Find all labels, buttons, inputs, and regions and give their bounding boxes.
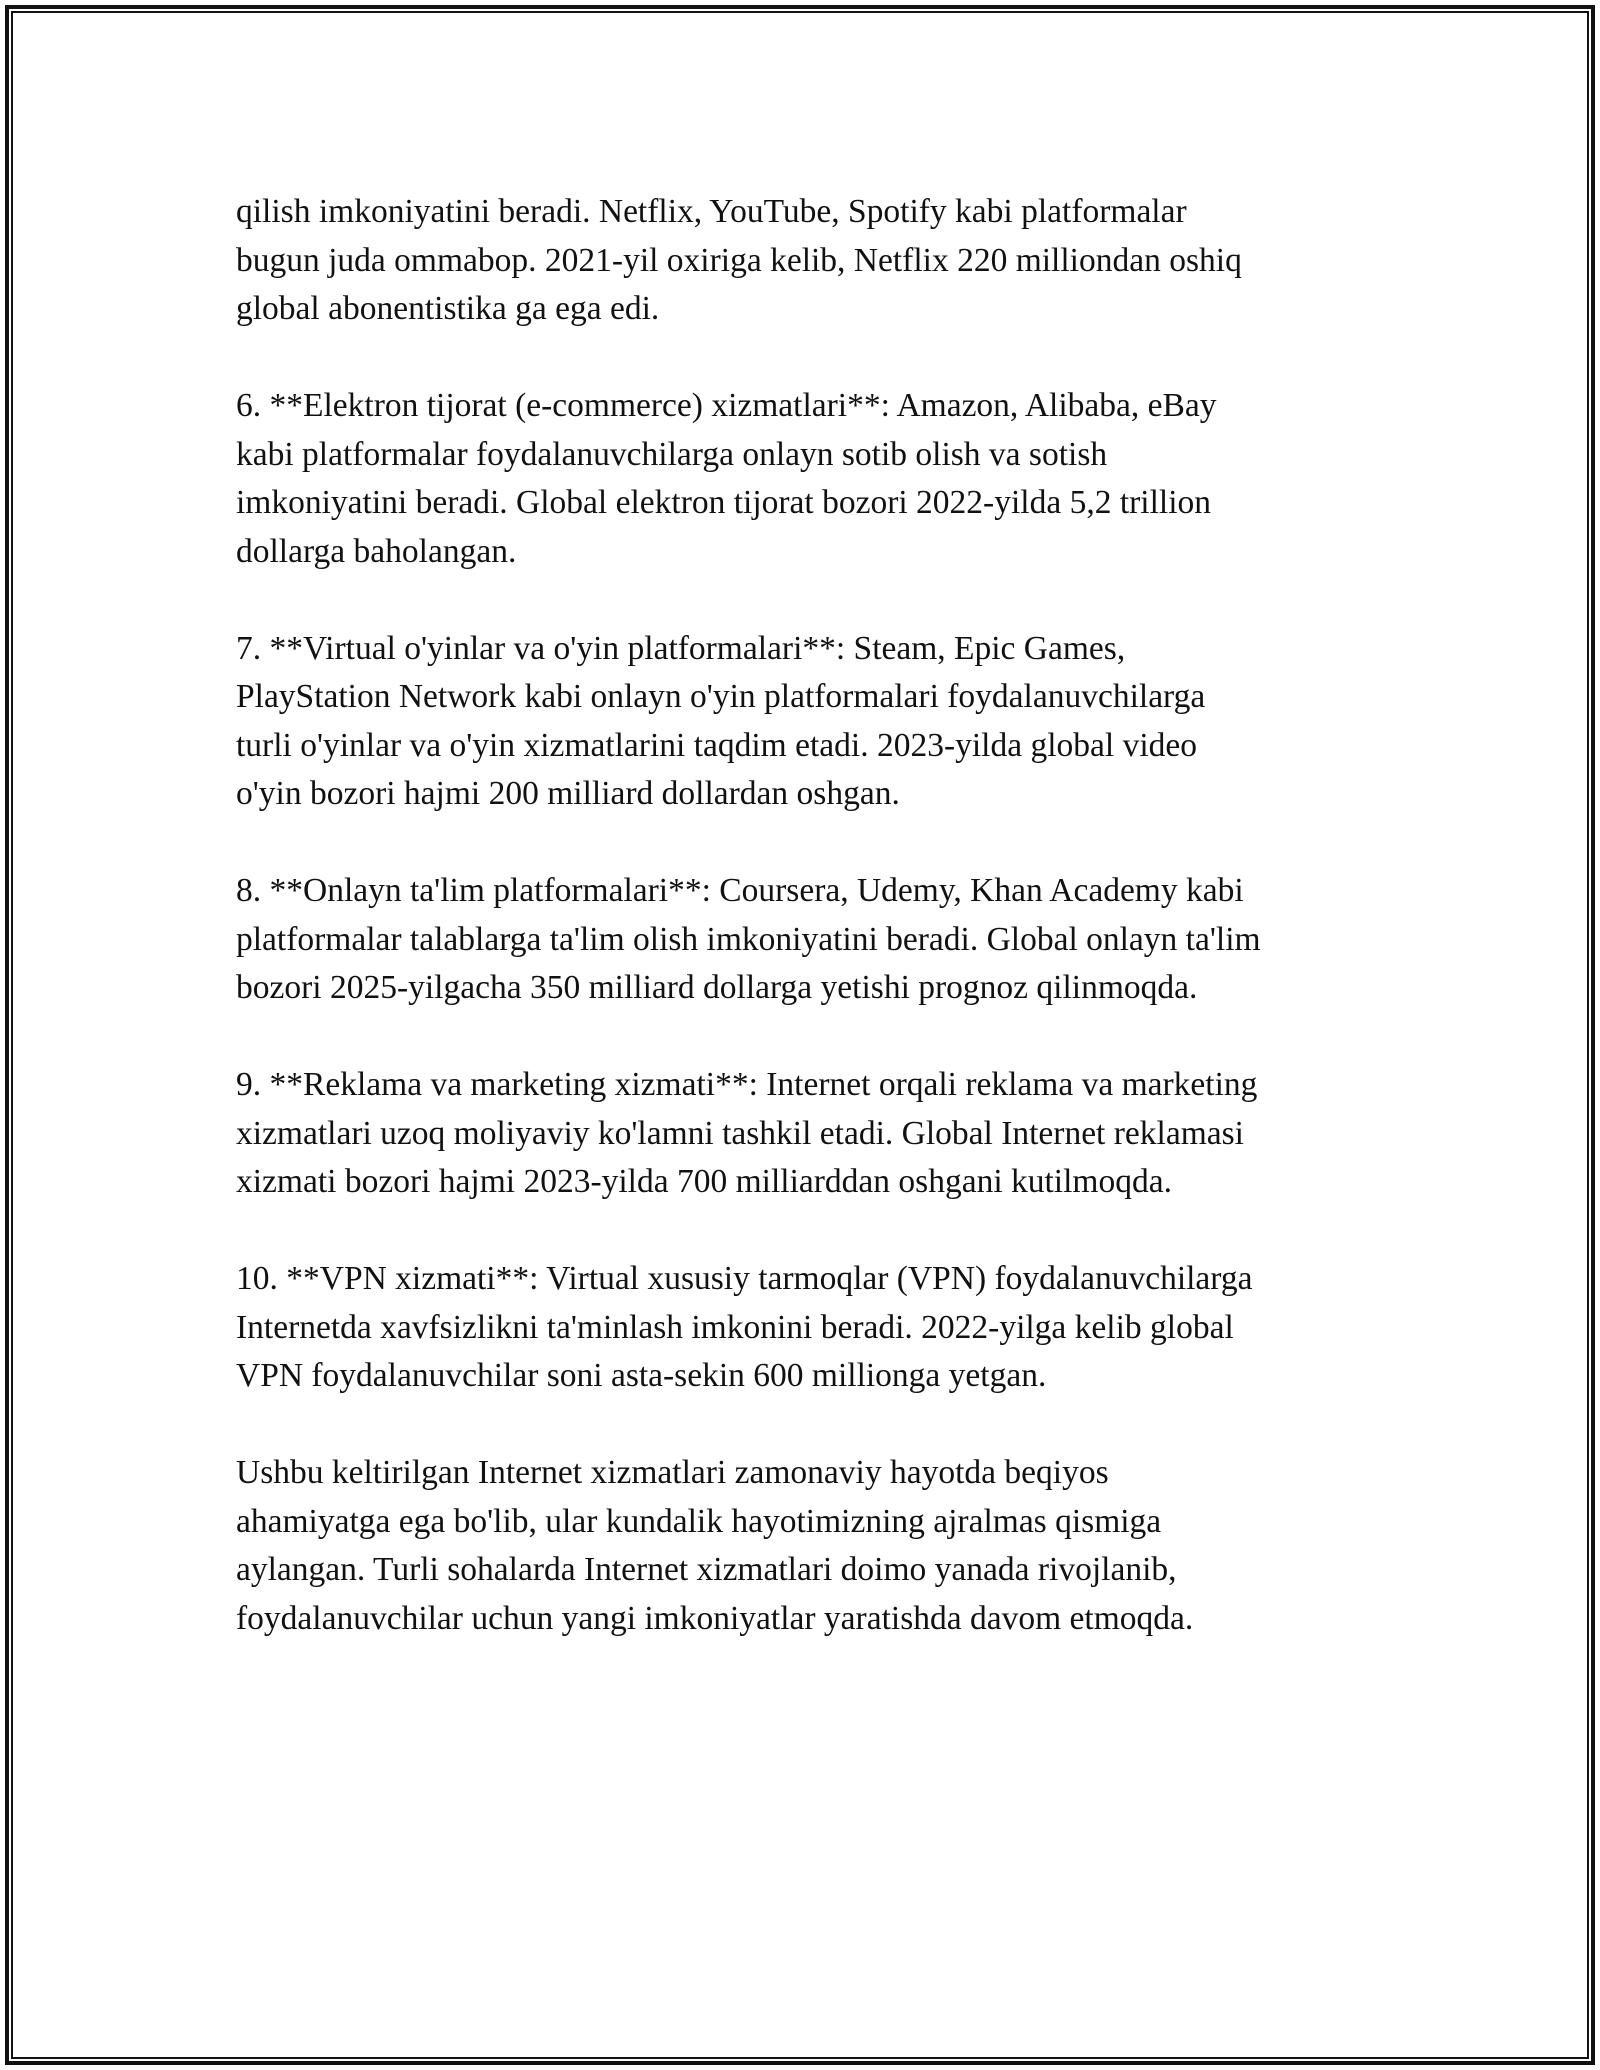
text-line: platformalar talablarga ta'lim olish imkoniyatini beradi. Global onlayn ta'lim — [236, 920, 1261, 958]
text-line: bugun juda ommabop. 2021-yil oxiriga kelib, Netflix 220 milliondan oshiq — [236, 241, 1242, 279]
text-line: 8. **Onlayn ta'lim platformalari**: Coursera, Udemy, Khan Academy kabi — [236, 872, 1244, 909]
paragraph-item-7-games — [236, 625, 1366, 819]
paragraph-conclusion — [236, 1449, 1366, 1643]
text-line: bozori 2025-yilgacha 350 milliard dollarga yetishi prognoz qilinmoqda. — [236, 969, 1198, 1006]
text-line: kabi platformalar foydalanuvchilarga onlayn sotib olish va sotish — [236, 435, 1108, 473]
paragraph-item-10-vpn — [236, 1255, 1366, 1401]
text-line: VPN foydalanuvchilar soni asta-sekin 600 millionga yetgan. — [236, 1357, 1047, 1394]
text-line: aylangan. Turli sohalarda Internet xizmatlari doimo yanada rivojlanib, — [236, 1551, 1177, 1588]
text-line: 7. **Virtual o'yinlar va o'yin platformalari**: Steam, Epic Games, — [236, 629, 1126, 667]
text-line: 10. **VPN xizmati**: Virtual xususiy tarmoqlar (VPN) foydalanuvchilarga — [236, 1260, 1253, 1297]
text-line: turli o'yinlar va o'yin xizmatlarini taqdim etadi. 2023-yilda global video — [236, 726, 1198, 764]
paragraph-item-9-advertising — [236, 1061, 1366, 1207]
text-line: dollarga baholangan. — [236, 532, 517, 570]
text-line: PlayStation Network kabi onlayn o'yin platformalari foydalanuvchilarga — [236, 678, 1206, 715]
paragraph-item-8-education — [236, 867, 1366, 1013]
text-line: global abonentistika ga ega edi. — [236, 290, 660, 327]
text-line: foydalanuvchilar uchun yangi imkoniyatlar yaratishda davom etmoqda. — [236, 1599, 1194, 1637]
text-line: 6. **Elektron tijorat (e-commerce) xizmatlari**: Amazon, Alibaba, eBay — [236, 387, 1217, 424]
text-line: Internetda xavfsizlikni ta'minlash imkonini beradi. 2022-yilga kelib global — [236, 1308, 1234, 1346]
paragraph-streaming-continuation — [236, 188, 1366, 334]
text-line: qilish imkoniyatini beradi. Netflix, YouTube, Spotify kabi platformalar — [236, 193, 1187, 230]
text-line: ahamiyatga ega bo'lib, ular kundalik hayotimizning ajralmas qismiga — [236, 1502, 1162, 1540]
text-line: xizmati bozori hajmi 2023-yilda 700 milliarddan oshgani kutilmoqda. — [236, 1163, 1172, 1200]
text-line: xizmatlari uzoq moliyaviy ko'lamni tashkil etadi. Global Internet reklamasi — [236, 1114, 1244, 1152]
text-line: imkoniyatini beradi. Global elektron tijorat bozori 2022-yilda 5,2 trillion — [236, 484, 1212, 521]
paragraph-item-6-ecommerce — [236, 382, 1366, 576]
text-line: o'yin bozori hajmi 200 milliard dollardan oshgan. — [236, 775, 900, 812]
text-line: Ushbu keltirilgan Internet xizmatlari zamonaviy hayotda beqiyos — [236, 1454, 1109, 1491]
text-line: 9. **Reklama va marketing xizmati**: Internet orqali reklama va marketing — [236, 1066, 1258, 1103]
document-body — [236, 188, 1366, 1643]
